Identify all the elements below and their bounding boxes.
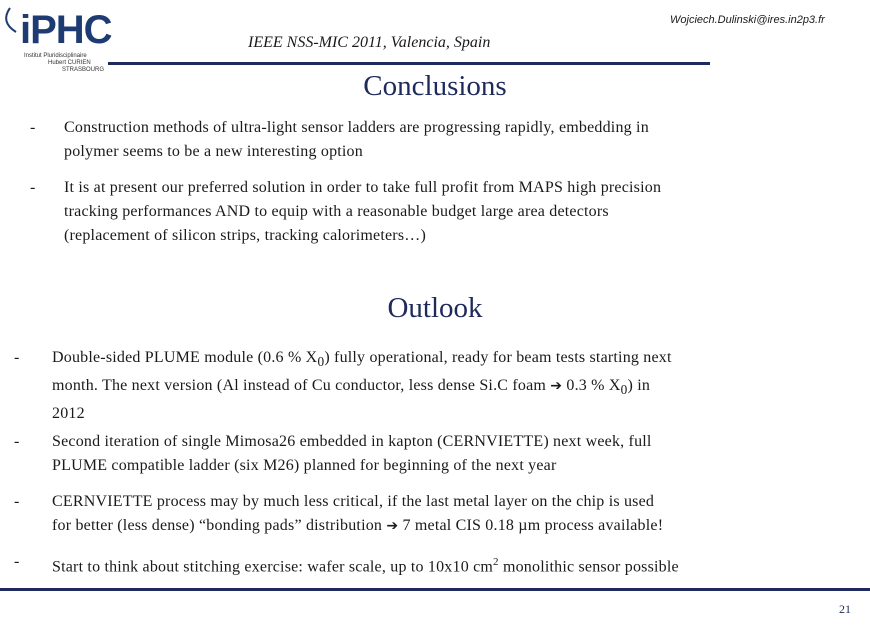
conclusion-bullet-2: -: [30, 179, 36, 196]
outlook-1-line-2: month. The next version (Al instead of Cu conductor, less dense Si.C foam ➔ 0.3 % $X_0$) in: [52, 377, 651, 398]
outlook-bullet-4: -: [14, 553, 20, 570]
logo-sub-line-1: Institut Pluridisciplinaire: [24, 53, 87, 59]
conclusions-heading: Conclusions: [363, 70, 507, 102]
outlook-3-line-1: CERNVIETTE process may by much less critical, if the last metal layer on the chip is used: [52, 493, 655, 510]
conclusion-bullet-1: -: [30, 119, 36, 136]
conclusion-item-1: [64, 116, 649, 164]
outlook-bullet-2: -: [14, 433, 20, 450]
outlook-bullet-1: -: [14, 349, 20, 366]
arrow-right-icon: ➔: [386, 518, 399, 534]
outlook-2-line-2: PLUME compatible ladder (six M26) planned for beginning of the next year: [52, 457, 557, 474]
header-divider: [108, 62, 710, 65]
outlook-item-1: [52, 346, 672, 426]
outlook-item-4: [52, 550, 679, 579]
outlook-1-line-3: 2012: [52, 405, 85, 423]
conclusion-1-line-1: Construction methods of ultra-light sensor ladders are progressing rapidly, embedding in: [64, 119, 649, 136]
arrow-right-icon: ➔: [550, 378, 563, 395]
conclusion-2-line-2: tracking performances AND to equip with a reasonable budget large area detectors: [64, 203, 609, 220]
footer-divider: [0, 588, 870, 591]
conclusion-2-line-3: (replacement of silicon strips, tracking calorimeters…): [64, 227, 426, 244]
conclusion-item-2: [64, 176, 661, 248]
logo-sub-line-3: STRASBOURG: [62, 67, 105, 73]
conclusion-2-line-1: It is at present our preferred solution in order to take full profit from MAPS high precision: [64, 179, 662, 196]
outlook-4-line-1: Start to think about stitching exercise: wafer scale, up to 10x10 $cm^2$ monolithic sensor possible: [52, 556, 679, 576]
outlook-item-3: [52, 490, 663, 538]
logo-text: iPHC: [20, 8, 112, 52]
conclusion-1-line-2: polymer seems to be a new interesting option: [64, 143, 363, 160]
outlook-bullet-3: -: [14, 493, 20, 510]
outlook-3-line-2: for better (less dense) “bonding pads” distribution ➔ 7 metal CIS 0.18 µm process available!: [52, 517, 664, 534]
outlook-1-line-1: Double-sided PLUME module (0.6 % $X_0$) fully operational, ready for beam tests starting next: [52, 349, 672, 370]
page-number: 21: [839, 602, 851, 616]
outlook-heading: Outlook: [387, 292, 483, 324]
logo-sub-line-2: Hubert CURIEN: [48, 60, 91, 66]
outlook-2-line-1: Second iteration of single Mimosa26 embedded in kapton (CERNVIETTE) next week, full: [52, 433, 652, 450]
conference-title: IEEE NSS-MIC 2011, Valencia, Spain: [248, 34, 491, 51]
author-email: Wojciech.Dulinski@ires.in2p3.fr: [670, 14, 825, 26]
outlook-item-2: [52, 430, 652, 478]
iphc-logo: [2, 2, 110, 72]
